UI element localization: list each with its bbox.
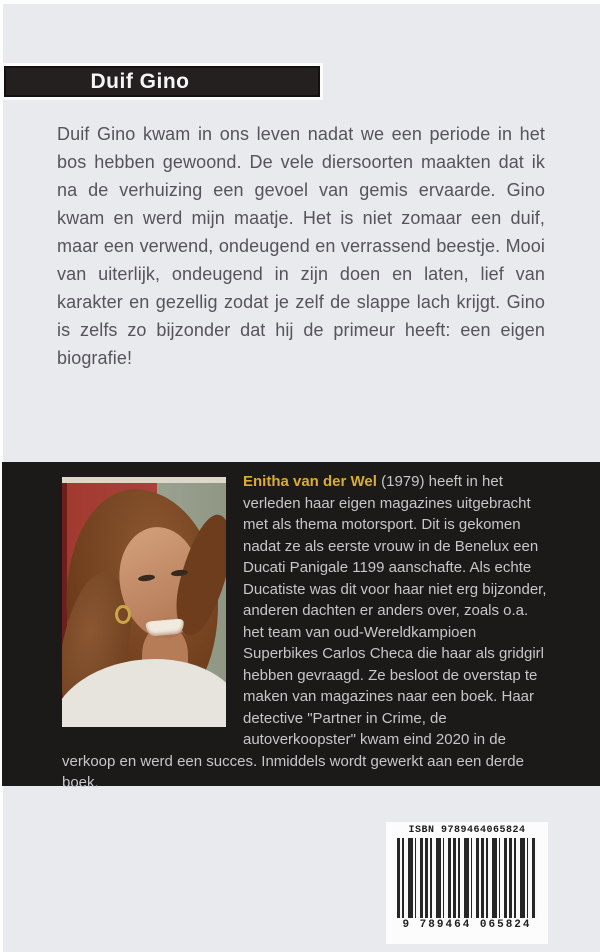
barcode-digits: 9 789464 065824	[402, 919, 532, 931]
photo-top-stripe	[62, 477, 226, 483]
title-banner	[4, 66, 320, 97]
author-bio-body: (1979) heeft in het verleden haar eigen magazines uitgebracht met als thema motorsport. Dit is gekomen nadat ze als eerste vrouw in de Benelux een Ducati Panigale 1199 aanschafte. Als echte Ducatiste was dit voor haar niet erg bijzonder, anderen dachten er anders over, zoals o.a. het team van oud-Wereldkampioen Superbikes Carlos Checa die haar als gridgirl hebben gevraagd. Ze besloot de overstap te maken van magazines naar een boek. Haar detective "Partner in Crime, de autoverkoopster" kwam eind 2020 in de verkoop en werd een succes. Inmiddels wordt gewerkt aan een derde boek.	[62, 473, 547, 791]
barcode-panel	[386, 822, 548, 944]
author-name: Enitha van der Wel	[243, 473, 377, 490]
isbn-label: ISBN 9789464065824	[408, 825, 526, 836]
photo-earring	[115, 605, 131, 624]
book-title: Duif Gino	[90, 69, 190, 93]
barcode-bars	[397, 838, 537, 918]
back-cover-blurb: Duif Gino kwam in ons leven nadat we een periode in het bos hebben gewoond. De vele diersoorten maakten dat ik na de verhuizing een gevoel van gemis ervaarde. Gino kwam en werd mijn maatje. Het is niet zomaar een duif, maar een verwend, ondeugend en verrassend beestje. Mooi van uiterlijk, ondeugend in zijn doen en laten, lief van karakter en gezellig zodat je zelf de slappe lach krijgt. Gino is zelfs zo bijzonder dat hij de primeur heeft: een eigen biografie!	[57, 124, 545, 368]
author-bio-section	[2, 462, 600, 791]
author-photo	[62, 477, 226, 727]
